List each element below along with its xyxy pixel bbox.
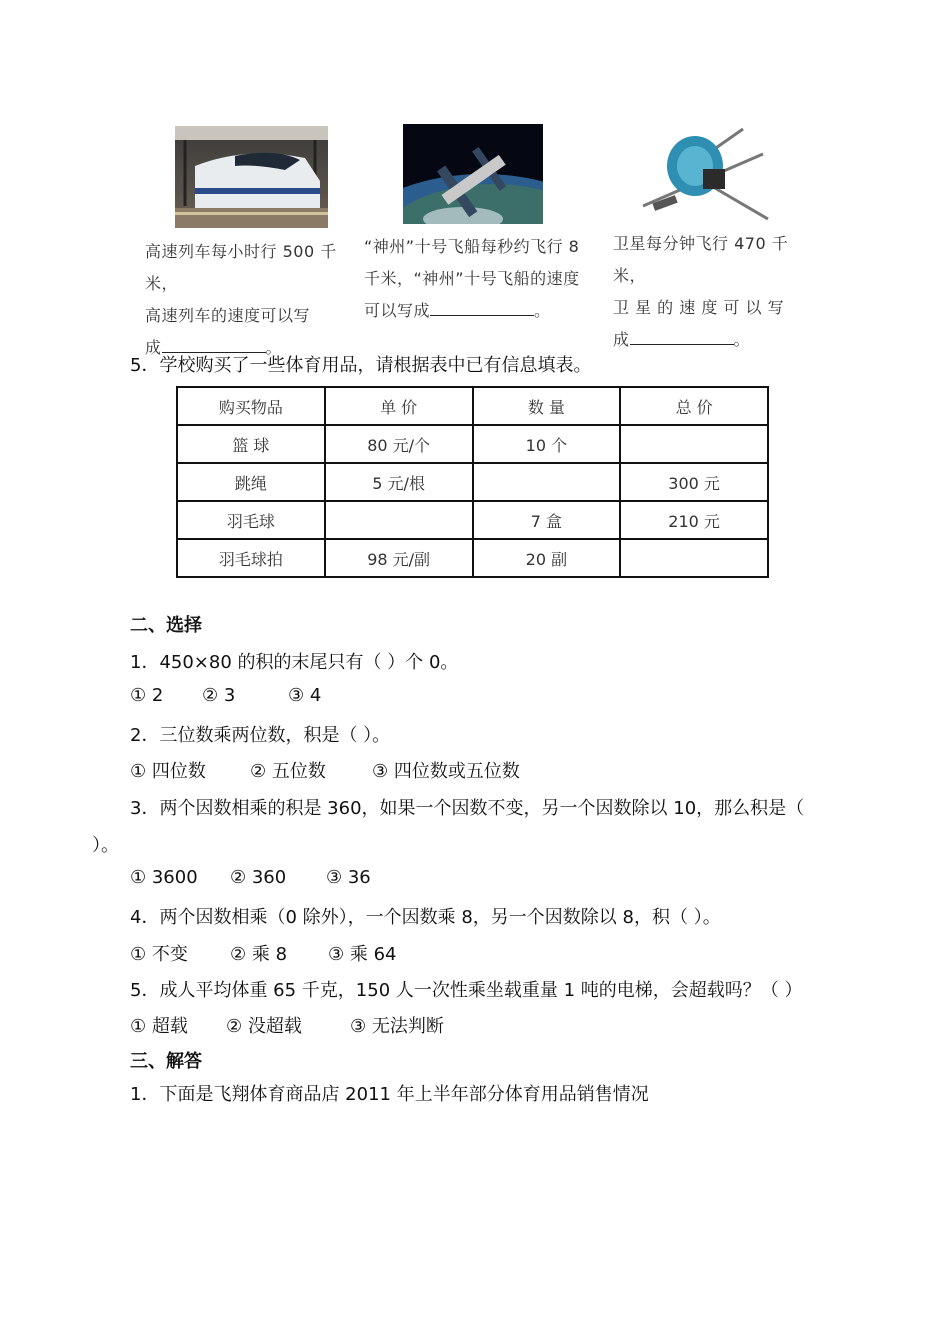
option[interactable]: ① 四位数 [130, 761, 206, 782]
choice-q5: 5．成人平均体重 65 千克，150 人一次性乘坐载重量 1 吨的电梯，会超载吗？（ ） [130, 980, 803, 1001]
option[interactable]: ① 超载 [130, 1016, 188, 1037]
choice-q2: 2．三位数乘两位数，积是（ ）。 [130, 725, 391, 746]
option[interactable]: ① 不变 [130, 944, 188, 965]
choice-q3: 3．两个因数相乘的积是 360，如果一个因数不变，另一个因数除以 10，那么积是（ [130, 798, 805, 819]
choice-q5-options [130, 1012, 444, 1038]
choice-q2-options [130, 757, 520, 783]
choice-q4: 4．两个因数相乘（0 除外），一个因数乘 8，另一个因数除以 8，积（ ）。 [130, 907, 721, 928]
table-header-cell: 购买物品 [177, 387, 325, 425]
table-cell-blank[interactable] [620, 539, 768, 577]
option[interactable]: ② 乘 8 [230, 944, 288, 965]
table-cell: 210 元 [620, 501, 768, 539]
answer-blank[interactable] [430, 297, 534, 316]
option[interactable]: ③ 四位数或五位数 [372, 761, 520, 782]
choice-q1-options [130, 685, 321, 706]
table-cell: 篮 球 [177, 425, 325, 463]
table-header-cell: 总 价 [620, 387, 768, 425]
table-cell: 98 元/副 [325, 539, 473, 577]
table-header-cell: 单 价 [325, 387, 473, 425]
option[interactable]: ③ 4 [288, 685, 322, 706]
option[interactable]: ② 五位数 [250, 761, 326, 782]
table-row [177, 501, 768, 539]
table-row [177, 539, 768, 577]
satellite-image [633, 124, 774, 224]
table-header-cell: 数 量 [473, 387, 621, 425]
table-cell: 80 元/个 [325, 425, 473, 463]
option[interactable]: ③ 无法判断 [350, 1016, 444, 1037]
table-cell-blank[interactable] [473, 463, 621, 501]
satellite-caption: 卫星每分钟飞行 470 千米， 卫 星 的 速 度 可 以 写 成 。 [613, 234, 789, 349]
section-answer-title: 三、解答 [130, 1051, 202, 1072]
q5-prompt: 5．学校购买了一些体育用品，请根据表中已有信息填表。 [130, 355, 592, 376]
table-row [177, 425, 768, 463]
option[interactable]: ③ 36 [326, 867, 371, 888]
answer-q1: 1．下面是飞翔体育商品店 2011 年上半年部分体育用品销售情况 [130, 1084, 649, 1105]
option[interactable]: ① 3600 [130, 867, 198, 888]
table-header-row [177, 387, 768, 425]
table-cell: 20 副 [473, 539, 621, 577]
option[interactable]: ① 2 [130, 685, 164, 706]
section-choice-title: 二、选择 [130, 615, 202, 636]
table-cell: 10 个 [473, 425, 621, 463]
option[interactable]: ② 3 [202, 685, 236, 706]
table-cell: 羽毛球拍 [177, 539, 325, 577]
table-cell-blank[interactable] [325, 501, 473, 539]
choice-q3-options [130, 867, 371, 888]
purchase-table [176, 386, 769, 578]
table-cell: 300 元 [620, 463, 768, 501]
table-cell: 羽毛球 [177, 501, 325, 539]
table-cell: 7 盒 [473, 501, 621, 539]
table-cell-blank[interactable] [620, 425, 768, 463]
option[interactable]: ② 360 [230, 867, 287, 888]
option[interactable]: ③ 乘 64 [328, 944, 397, 965]
table-cell: 跳绳 [177, 463, 325, 501]
choice-q3-continuation: ）。 [92, 835, 119, 856]
table-row [177, 463, 768, 501]
table-cell: 5 元/根 [325, 463, 473, 501]
spacecraft-caption: “神州”十号飞船每秒约飞行 8 千米，“神州”十号飞船的速度 可以写成 。 [364, 237, 580, 320]
choice-q1: 1．450×80 的积的末尾只有（ ）个 0。 [130, 652, 459, 673]
high-speed-train-image [175, 126, 328, 228]
option[interactable]: ② 没超载 [226, 1016, 302, 1037]
spacecraft-image [403, 124, 543, 224]
answer-blank[interactable] [630, 326, 734, 345]
choice-q4-options [130, 940, 396, 966]
train-caption: 高速列车每小时行 500 千米， 高速列车的速度可以写 成 。 [145, 242, 337, 357]
